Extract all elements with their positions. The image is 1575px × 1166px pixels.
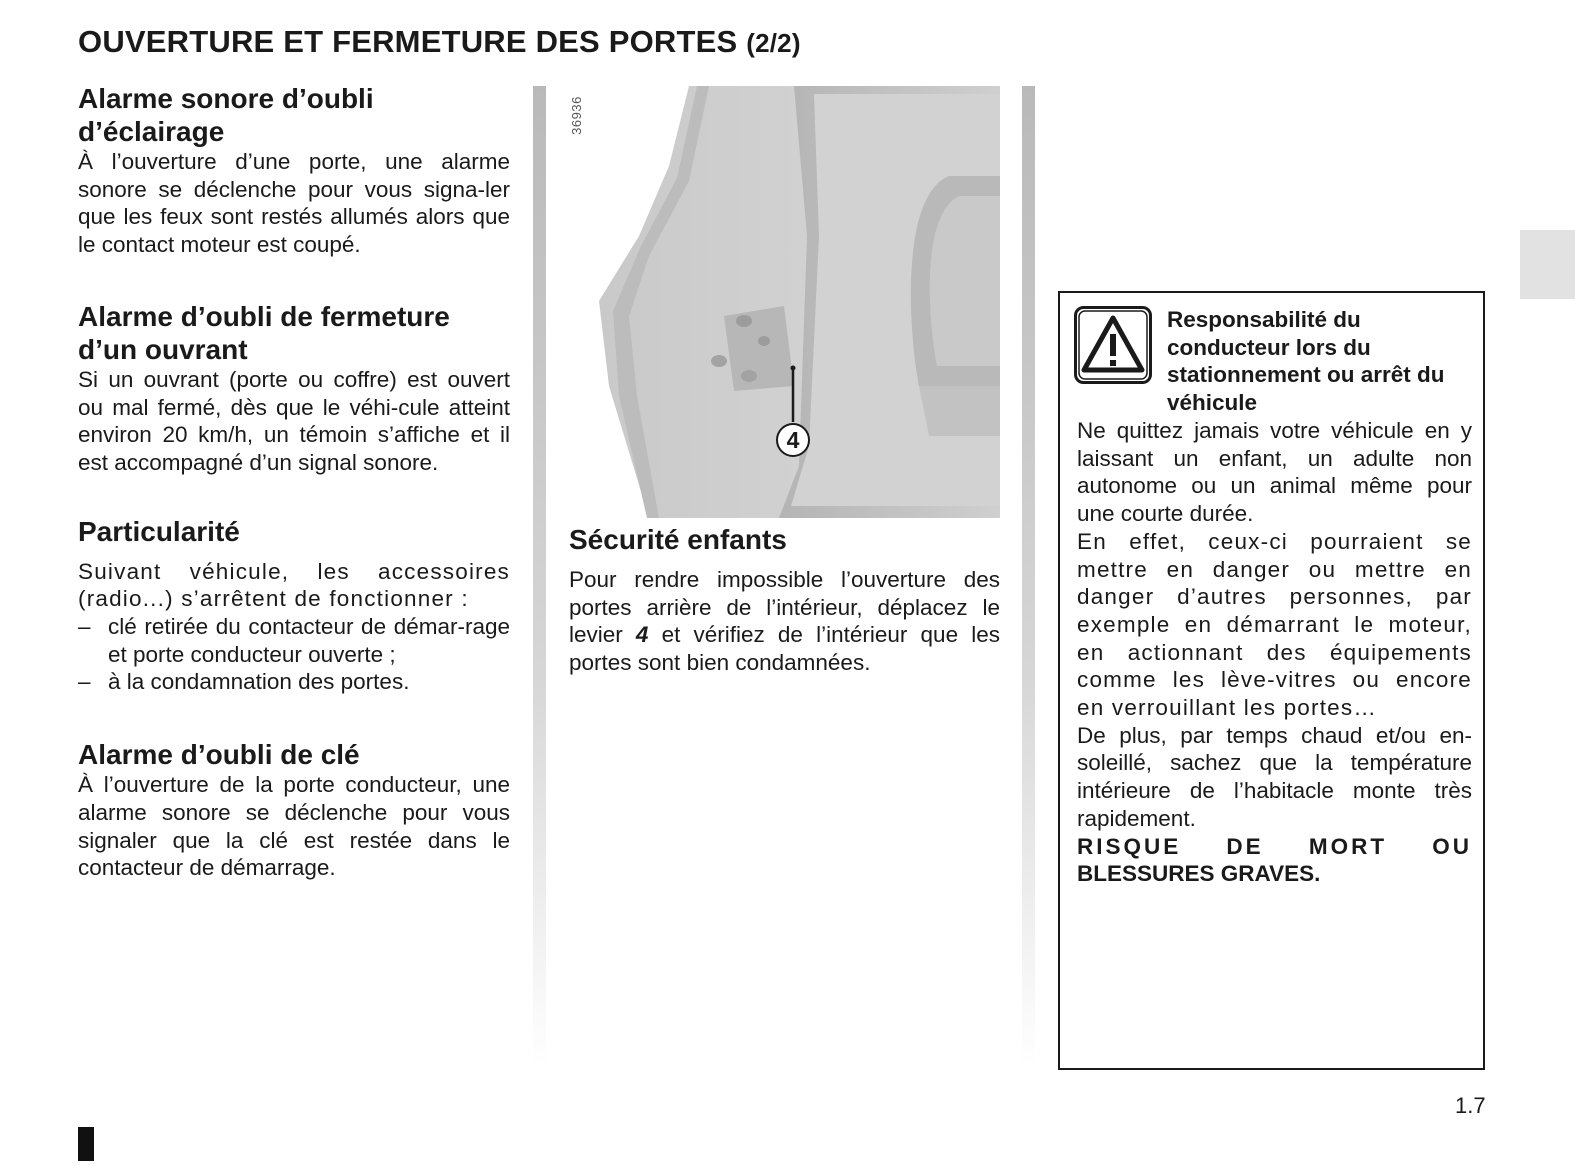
warning-paragraph: En effet, ceux-ci pourraient se mettre en danger ou mettre en danger d’autres personnes, par exemple en démarrant le moteur, en actionnant des équipements comme les lève-vitres ou encore en verrouillant les portes… bbox=[1077, 528, 1472, 721]
heading-line: Alarme d’oubli de fermeture bbox=[78, 300, 450, 332]
text-securite-enfants bbox=[569, 566, 1000, 677]
text-alarme-cle: À l’ouverture de la porte conducteur, une alarme sonore se déclenche pour vous signaler que la clé est restée dans le contacteur de démarrage. bbox=[78, 772, 510, 881]
warning-risk-line2: BLESSURES GRAVES. bbox=[1077, 861, 1321, 887]
heading-alarme-eclairage bbox=[78, 82, 510, 148]
text-particularite: Suivant véhicule, les accessoires (radio...) s’arrêtent de fonctionner : bbox=[78, 558, 510, 612]
door-lock-illustration bbox=[569, 86, 1000, 518]
title-text: OUVERTURE ET FERMETURE DES PORTES bbox=[78, 24, 738, 59]
warning-title: Responsabilité du conducteur lors du stationnement ou arrêt du véhicule bbox=[1167, 307, 1445, 416]
heading-particularite: Particularité bbox=[78, 515, 240, 547]
text-alarme-ouvrant: Si un ouvrant (porte ou coffre) est ouvert ou mal fermé, dès que le véhi-cule atteint environ 20 km/h, un témoin s’affiche et il est accompagné d’un signal sonore. bbox=[78, 366, 510, 475]
middle-column bbox=[569, 86, 1000, 677]
particularite-list bbox=[78, 613, 510, 696]
text-part: et vérifiez de l’intérieur que les portes sont bien condamnées. bbox=[569, 622, 1000, 676]
corner-mark bbox=[78, 1127, 94, 1161]
lever-ref: 4 bbox=[635, 622, 649, 648]
column-separator bbox=[1022, 86, 1035, 1066]
warning-risk-line1: RISQUE DE MORT OU bbox=[1077, 833, 1472, 859]
figure-code: 36936 bbox=[569, 96, 584, 135]
warning-body bbox=[1077, 417, 1472, 888]
warning-box bbox=[1058, 291, 1485, 1070]
chapter-tab bbox=[1520, 230, 1575, 299]
lock-mechanism bbox=[724, 306, 794, 391]
left-column bbox=[78, 82, 510, 882]
warning-paragraph: Ne quittez jamais votre véhicule en y laissant un enfant, un adulte non autonome ou un animal même pour une courte durée. bbox=[1077, 418, 1472, 527]
heading-line: Alarme sonore d’oubli bbox=[78, 83, 374, 114]
title-part: (2/2) bbox=[746, 28, 801, 58]
callout-4: 4 bbox=[776, 423, 810, 457]
page-number: 1.7 bbox=[1455, 1093, 1486, 1118]
list-item: – clé retirée du contacteur de démar-rage et porte conducteur ouverte ; bbox=[78, 613, 510, 668]
page-title bbox=[78, 24, 801, 60]
column-separator bbox=[533, 86, 546, 1066]
list-item: – à la condamnation des portes. bbox=[78, 668, 510, 696]
heading-line: d’éclairage bbox=[78, 116, 225, 147]
heading-alarme-cle: Alarme d’oubli de clé bbox=[78, 739, 360, 771]
text-part: Pour rendre impossible l’ouverture des portes arrière de l’intérieur, déplacez le levier bbox=[569, 567, 1000, 648]
heading-line: d’un ouvrant bbox=[78, 333, 248, 365]
heading-alarme-ouvrant bbox=[78, 300, 510, 366]
warning-triangle-icon bbox=[1074, 306, 1152, 384]
heading-securite-enfants: Sécurité enfants bbox=[569, 524, 787, 555]
text-alarme-eclairage: À l’ouverture d’une porte, une alarme sonore se déclenche pour vous signa-ler que les feux sont restés allumés alors que le contact moteur est coupé. bbox=[78, 149, 510, 258]
warning-paragraph: De plus, par temps chaud et/ou en-soleillé, sachez que la température intérieure de l’habitacle monte très rapidement. bbox=[1077, 722, 1472, 831]
